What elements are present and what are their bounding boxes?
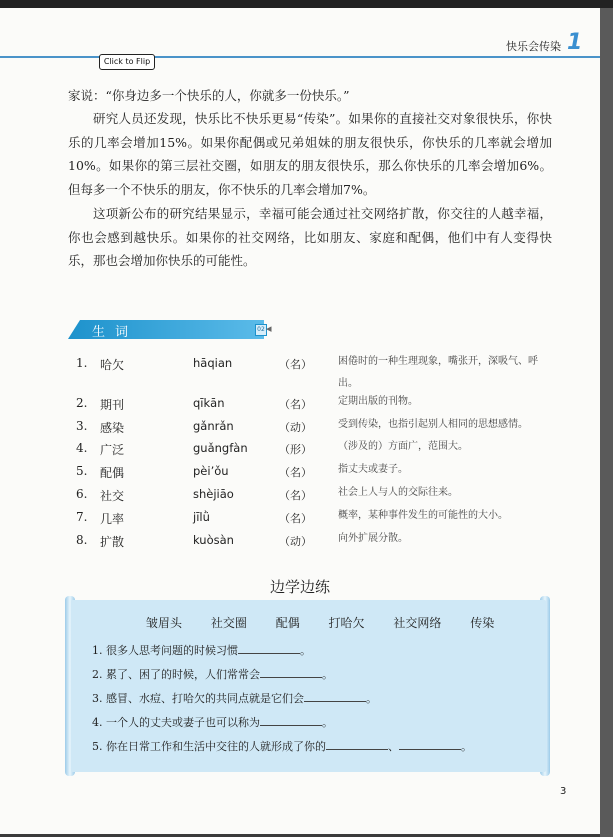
vocab-pinyin: qīkān xyxy=(193,396,225,410)
vocab-pos: （名） xyxy=(279,466,312,479)
vocab-pos: （名） xyxy=(279,512,312,525)
question-end: 。 xyxy=(322,668,333,681)
question-end: 。 xyxy=(300,644,311,657)
vocab-word: 感染 xyxy=(100,421,125,435)
question-text: 5. 你在日常工作和生活中交往的人就形成了你的 xyxy=(92,740,326,753)
question-text: 1. 很多人思考问题的时候习惯 xyxy=(92,644,238,657)
question-end: 。 xyxy=(461,740,472,753)
vocab-pos: （名） xyxy=(279,398,312,411)
vocab-def: 向外扩展分散。 xyxy=(338,533,408,544)
page-edge-shadow xyxy=(600,8,613,837)
paragraph-conclusion: 这项新公布的研究结果显示，幸福可能会通过社交网络扩散，你交往的人越幸福，你也会感到越快乐。如果你的社交网络，比如朋友、家庭和配偶，他们中有人变得快乐，那也会增加你快乐的可能性。 xyxy=(68,206,552,268)
question-4 xyxy=(92,714,333,730)
vocab-title: 生词 xyxy=(92,325,139,340)
running-header-title: 快乐会传染 xyxy=(506,40,561,53)
vocab-pinyin: guǎngfàn xyxy=(193,441,248,455)
vocab-pos: （动） xyxy=(279,421,312,434)
answer-blank[interactable] xyxy=(260,667,322,678)
word-bank-item: 传染 xyxy=(470,616,495,630)
answer-blank[interactable] xyxy=(326,739,388,750)
question-text: 3. 感冒、水痘、打哈欠的共同点就是它们会 xyxy=(92,692,304,705)
paragraph-quote: 家说：“你身边多一个快乐的人，你就多一份快乐。” xyxy=(68,88,350,103)
question-5 xyxy=(92,738,472,754)
answer-blank[interactable] xyxy=(238,643,300,654)
question-text: 2. 累了、困了的时候，人们常常会 xyxy=(92,668,260,681)
vocab-def: 定期出版的刊物。 xyxy=(338,396,418,407)
word-bank-item: 配偶 xyxy=(275,616,300,630)
vocab-word: 哈欠 xyxy=(100,358,125,372)
vocab-word: 配偶 xyxy=(100,466,125,480)
click-to-flip-button[interactable]: Click to Flip xyxy=(99,54,155,70)
exercise-title: 边学边练 xyxy=(269,578,330,596)
vocab-def: 指丈夫或妻子。 xyxy=(338,464,408,475)
question-2 xyxy=(92,666,333,682)
question-3 xyxy=(92,690,377,706)
vocab-pos: （动） xyxy=(279,535,312,548)
answer-blank[interactable] xyxy=(260,715,322,726)
vocab-pos: （名） xyxy=(279,489,312,502)
vocab-def: 概率，某种事件发生的可能性的大小。 xyxy=(338,510,508,521)
vocab-word: 几率 xyxy=(100,512,125,526)
vocab-def: 困倦时的一种生理现象，嘴张开，深吸气、呼出。 xyxy=(338,356,538,389)
answer-blank[interactable] xyxy=(399,739,461,750)
lesson-number: 1 xyxy=(567,30,583,55)
vocab-num: 4. xyxy=(76,441,88,455)
vocab-pos: （名） xyxy=(279,358,312,371)
word-bank-item: 皱眉头 xyxy=(146,616,183,630)
vocab-pinyin: gǎnrǎn xyxy=(193,419,234,433)
vocab-def: （涉及的）方面广，范围大。 xyxy=(338,441,468,452)
question-1 xyxy=(92,642,311,658)
word-bank-item: 社交网络 xyxy=(393,616,442,630)
header-rule xyxy=(0,56,600,58)
vocab-def: 社会上人与人的交际往来。 xyxy=(338,487,458,498)
question-text: 4. 一个人的丈夫或妻子也可以称为 xyxy=(92,716,260,729)
vocab-num: 8. xyxy=(76,533,88,547)
vocab-word: 扩散 xyxy=(100,535,125,549)
vocab-pinyin: jīlǜ xyxy=(193,510,210,524)
vocab-num: 5. xyxy=(76,464,88,478)
vocab-num: 3. xyxy=(76,419,88,433)
paragraph-research: 研究人员还发现，快乐比不快乐更易“传染”。如果你的直接社交对象很快乐，你快乐的几率会增加15%。如果你配偶或兄弟姐妹的朋友很快乐，你快乐的几率就会增加10%。如果你的第三层社交圈，如朋友的朋友很快乐，那么你快乐的几率会增加6%。但每多一个不快乐的朋友，你不快乐的几率会增加7%。 xyxy=(68,111,552,197)
word-bank-item: 打哈欠 xyxy=(328,616,365,630)
question-separator: 、 xyxy=(388,740,399,753)
vocab-pinyin: shèjiāo xyxy=(193,487,234,501)
page-number: 3 xyxy=(560,786,567,797)
speaker-icon[interactable]: ◂ xyxy=(266,322,272,335)
vocab-num: 7. xyxy=(76,510,88,524)
vocab-banner xyxy=(68,320,272,340)
question-end: 。 xyxy=(366,692,377,705)
question-end: 。 xyxy=(322,716,333,729)
word-bank-item: 社交圈 xyxy=(210,616,247,630)
vocab-num: 6. xyxy=(76,487,88,501)
vocab-def: 受到传染，也指引起别人相同的思想感情。 xyxy=(338,419,528,430)
audio-icon[interactable]: 02 xyxy=(255,324,267,336)
answer-blank[interactable] xyxy=(304,691,366,702)
vocab-word: 广泛 xyxy=(100,443,125,457)
vocab-pinyin: pèi’ǒu xyxy=(193,464,229,478)
vocab-pos: （形） xyxy=(279,443,312,456)
word-bank xyxy=(146,614,519,631)
vocab-pinyin: kuòsàn xyxy=(193,533,234,547)
vocab-num: 2. xyxy=(76,396,88,410)
vocab-num: 1. xyxy=(76,356,88,370)
vocab-word: 期刊 xyxy=(100,398,125,412)
vocab-word: 社交 xyxy=(100,489,125,503)
vocab-pinyin: hāqian xyxy=(193,356,233,370)
